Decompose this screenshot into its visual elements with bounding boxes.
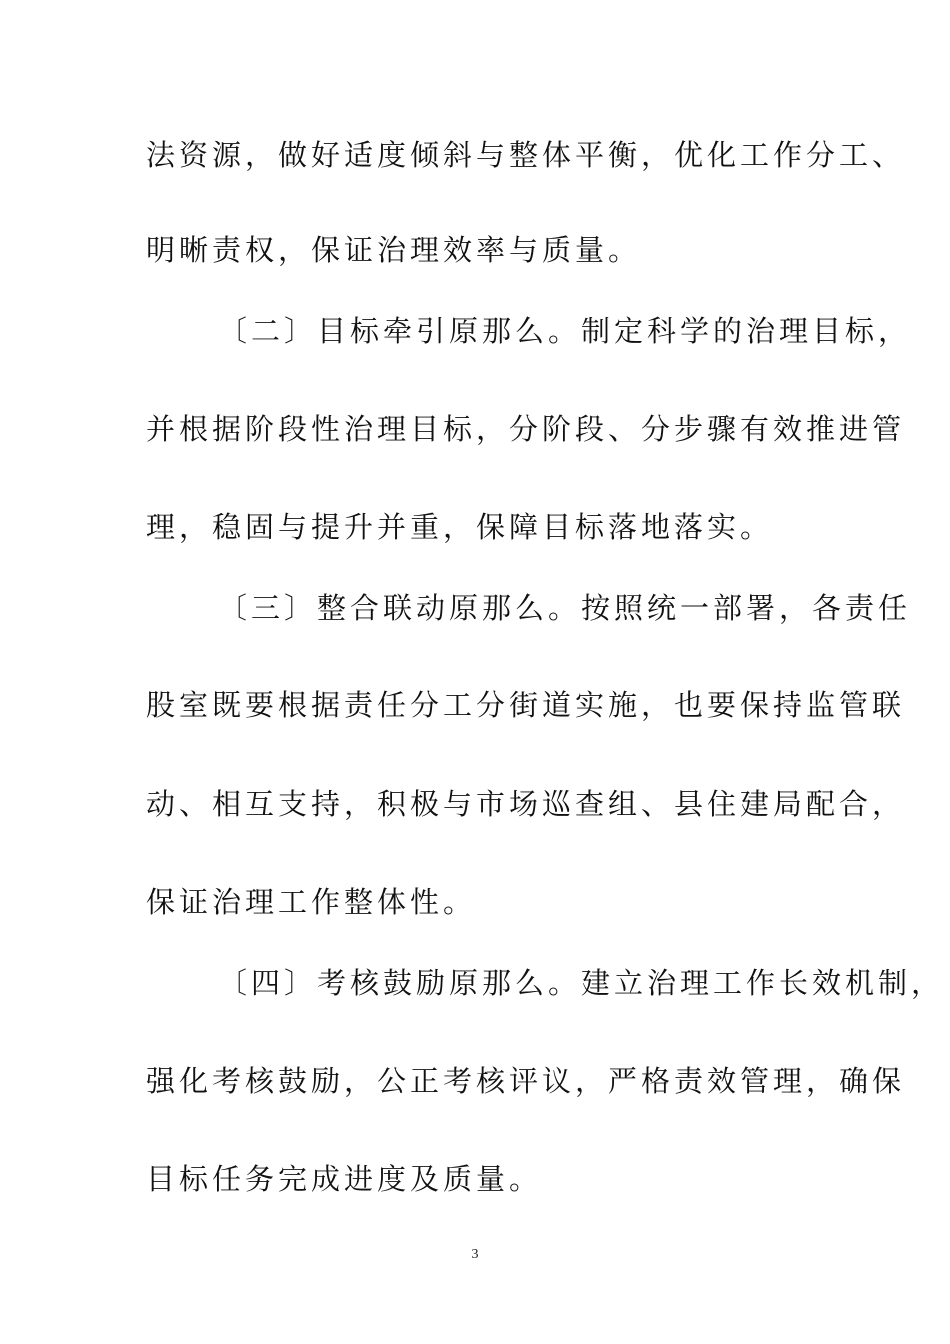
paragraph-heading-line: 〔四〕考核鼓励原那么。建立治理工作长效机制， — [218, 966, 945, 1000]
body-text-line: 并根据阶段性治理目标，分阶段、分步骤有效推进管 — [146, 412, 906, 446]
body-text-line: 理，稳固与提升并重，保障目标落地落实。 — [146, 510, 774, 544]
paragraph-heading-line: 〔三〕整合联动原那么。按照统一部署，各责任 — [218, 591, 912, 625]
body-text-line: 法资源，做好适度倾斜与整体平衡，优化工作分工、 — [146, 138, 906, 172]
body-text-line: 保证治理工作整体性。 — [146, 885, 477, 919]
body-text-line: 强化考核鼓励，公正考核评议，严格责效管理，确保 — [146, 1064, 906, 1098]
body-text-line: 股室既要根据责任分工分街道实施，也要保持监管联 — [146, 688, 906, 722]
page-number: 3 — [471, 1247, 479, 1262]
body-text-line: 目标任务完成进度及质量。 — [146, 1162, 543, 1196]
paragraph-heading-line: 〔二〕目标牵引原那么。制定科学的治理目标， — [218, 314, 912, 348]
body-text-line: 动、相互支持，积极与市场巡查组、县住建局配合， — [146, 787, 906, 821]
body-text-line: 明晰责权，保证治理效率与质量。 — [146, 233, 642, 267]
